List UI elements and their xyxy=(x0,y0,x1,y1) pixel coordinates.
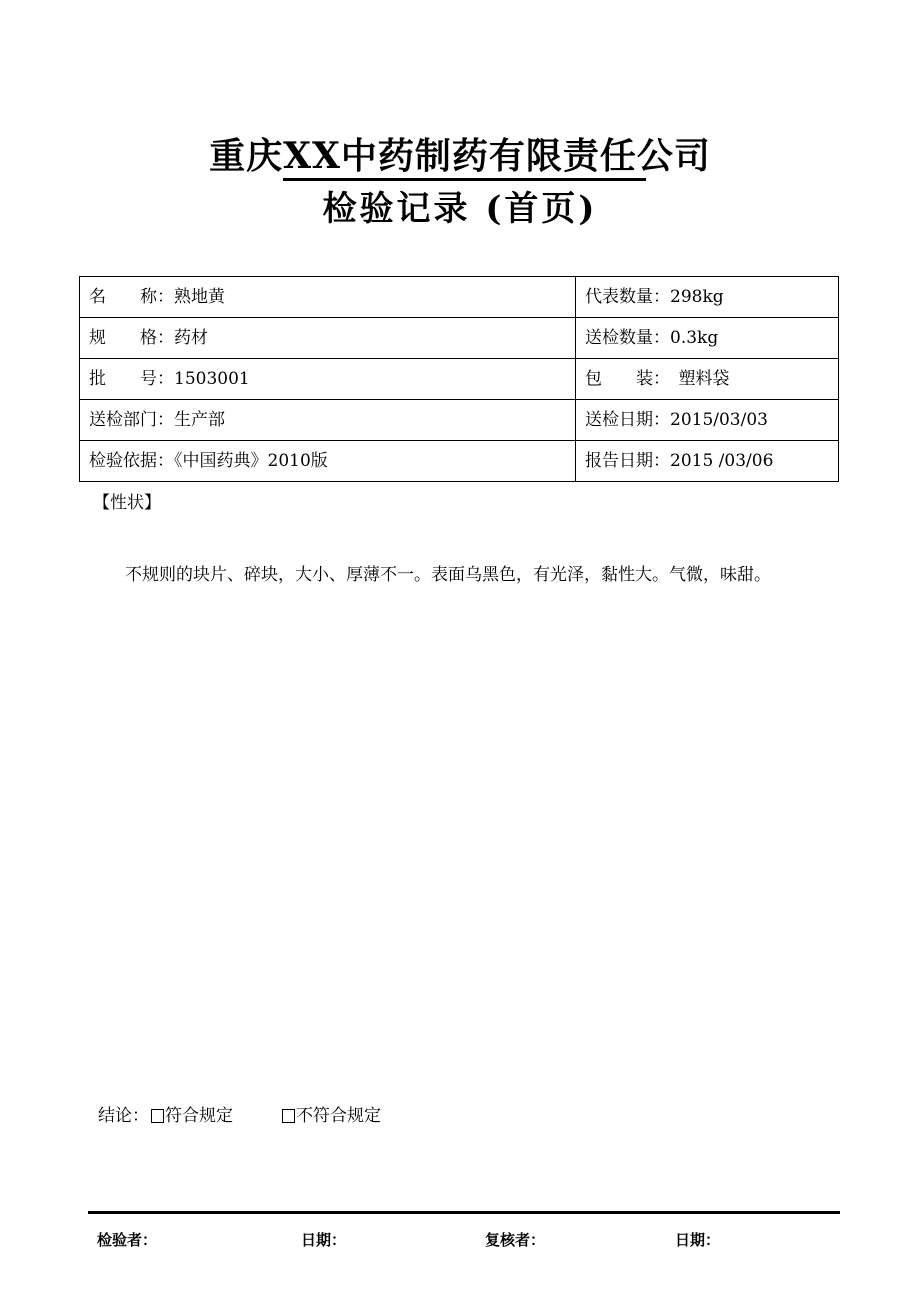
inspector-label: 检验者： xyxy=(97,1231,158,1249)
report-date-cell: 报告日期：2015 /03/06 xyxy=(576,441,839,482)
title-underline xyxy=(283,178,646,181)
nonconform-label: 不符合规定 xyxy=(296,1106,381,1126)
info-table xyxy=(79,276,839,482)
company-title: 重庆XX中药制药有限责任公司 xyxy=(209,135,711,177)
table-row xyxy=(80,441,839,482)
table-row xyxy=(80,359,839,400)
nonconform-checkbox[interactable] xyxy=(282,1109,295,1123)
sample-quantity-cell: 送检数量：0.3kg xyxy=(576,318,839,359)
reviewer-label: 复核者： xyxy=(485,1231,546,1249)
date-label-2: 日期： xyxy=(675,1231,721,1249)
spec-cell: 规 格：药材 xyxy=(80,318,576,359)
table-row xyxy=(80,400,839,441)
record-title: 检验记录 (首页) xyxy=(322,189,598,229)
table-row xyxy=(80,318,839,359)
date-label-1: 日期： xyxy=(301,1231,347,1249)
character-description: 不规则的块片、碎块，大小、厚薄不一。表面乌黑色，有光泽，黏性大。气微，味甜。 xyxy=(125,565,771,585)
conform-label: 符合规定 xyxy=(165,1106,233,1126)
section-heading: 【性状】 xyxy=(93,493,161,513)
quantity-cell: 代表数量：298kg xyxy=(576,277,839,318)
packaging-cell: 包 装： 塑料袋 xyxy=(576,359,839,400)
submit-date-cell: 送检日期：2015/03/03 xyxy=(576,400,839,441)
conclusion-row xyxy=(98,1104,381,1128)
conclusion-label: 结论： xyxy=(98,1106,149,1126)
department-cell: 送检部门：生产部 xyxy=(80,400,576,441)
table-row xyxy=(80,277,839,318)
name-cell: 名 称：熟地黄 xyxy=(80,277,576,318)
footer-rule xyxy=(88,1211,840,1214)
batch-cell: 批 号：1503001 xyxy=(80,359,576,400)
conform-checkbox[interactable] xyxy=(151,1109,164,1123)
standard-cell: 检验依据：《中国药典》2010版 xyxy=(80,441,576,482)
